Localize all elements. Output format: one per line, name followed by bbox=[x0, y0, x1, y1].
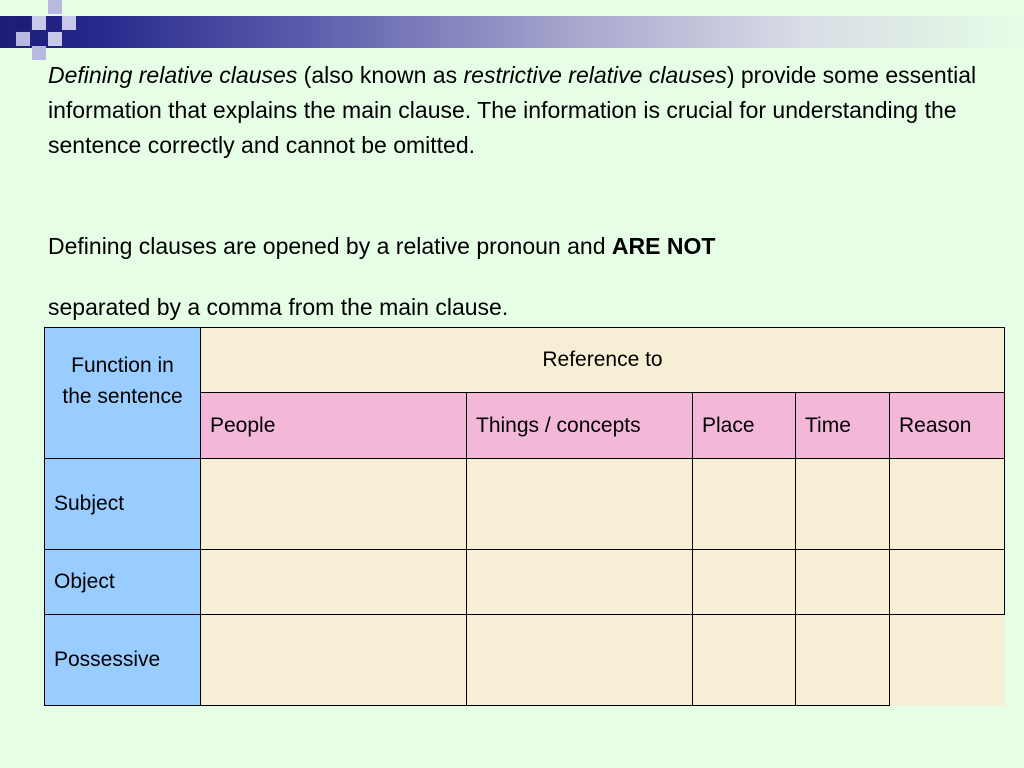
table-row bbox=[45, 459, 1005, 550]
column-header-reason: Reason bbox=[890, 393, 1005, 459]
term-defining-relative-clauses: Defining relative clauses bbox=[48, 62, 298, 88]
table-cell bbox=[890, 459, 1005, 550]
title-bar-gradient bbox=[0, 16, 1024, 48]
decor-square-light bbox=[48, 32, 62, 46]
rule-text: Defining clauses are opened by a relative pronoun and bbox=[48, 233, 612, 259]
table-row bbox=[45, 550, 1005, 615]
column-header-time: Time bbox=[796, 393, 890, 459]
rule-text-2: separated by a comma from the main clause. bbox=[48, 294, 509, 320]
column-header-place: Place bbox=[693, 393, 796, 459]
rule-paragraph-continued bbox=[48, 290, 1008, 325]
table-cell bbox=[467, 615, 693, 706]
row-header-subject: Subject bbox=[45, 459, 201, 550]
row-header-possessive: Possessive bbox=[45, 615, 201, 706]
reference-to-header: Reference to bbox=[201, 328, 1005, 393]
table-cell bbox=[796, 615, 890, 706]
table-cell bbox=[890, 615, 1005, 706]
decor-square-light bbox=[48, 0, 62, 14]
decor-square-light bbox=[16, 32, 30, 46]
table-cell bbox=[796, 550, 890, 615]
decor-square-light bbox=[32, 46, 46, 60]
intro-text-2: ) provide some essential information that explains the main clause. The information is crucial for understanding the sentence correctly and cannot be omitted. bbox=[48, 62, 977, 158]
decor-square-light bbox=[32, 16, 46, 30]
table-cell bbox=[467, 550, 693, 615]
intro-text-1: (also known as bbox=[297, 62, 464, 88]
corner-header: Function in the sentence bbox=[45, 328, 201, 459]
table-cell bbox=[693, 550, 796, 615]
rule-emphasis: ARE NOT bbox=[611, 233, 716, 259]
decor-square-navy bbox=[16, 16, 30, 30]
table-cell bbox=[201, 550, 467, 615]
rule-paragraph bbox=[48, 229, 1008, 264]
relative-pronoun-table bbox=[44, 327, 1005, 706]
table-cell bbox=[796, 459, 890, 550]
column-header-things-concepts: Things / concepts bbox=[467, 393, 693, 459]
table-cell bbox=[201, 615, 467, 706]
table-cell bbox=[201, 459, 467, 550]
decor-square-light bbox=[62, 16, 76, 30]
column-header-people: People bbox=[201, 393, 467, 459]
table-cell bbox=[467, 459, 693, 550]
table-row bbox=[45, 615, 1005, 706]
intro-paragraph bbox=[48, 58, 1008, 163]
row-header-object: Object bbox=[45, 550, 201, 615]
term-restrictive-relative-clauses: restrictive relative clauses bbox=[463, 62, 727, 88]
table-cell bbox=[693, 615, 796, 706]
table-cell bbox=[890, 550, 1005, 615]
table-cell bbox=[693, 459, 796, 550]
